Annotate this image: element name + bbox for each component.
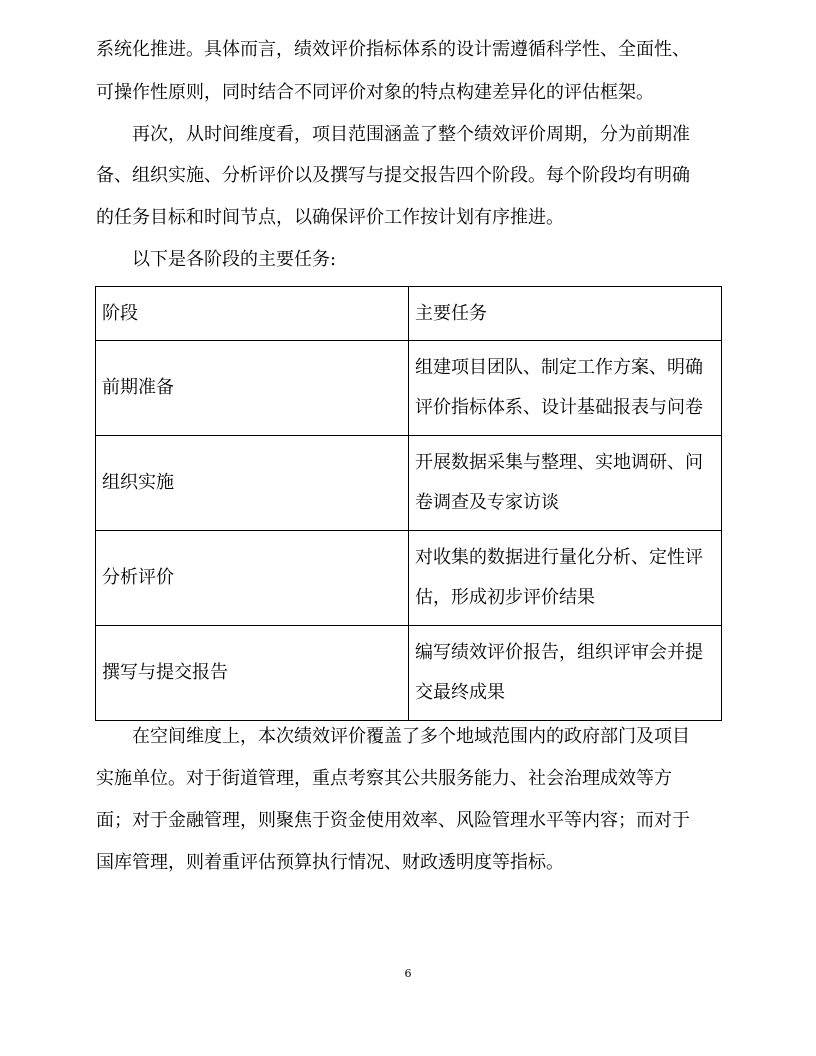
paragraph-line: 在空间维度上，本次绩效评价覆盖了多个地域范围内的政府部门及项目 xyxy=(96,726,690,747)
paragraph-line: 国库管理，则着重评估预算执行情况、财政透明度等指标。 xyxy=(96,852,564,873)
task-line: 组建项目团队、制定工作方案、明确 xyxy=(415,357,703,378)
table-header-row xyxy=(96,287,722,341)
header-stage: 阶段 xyxy=(96,287,409,341)
stage-cell: 前期准备 xyxy=(96,341,409,436)
task-cell xyxy=(409,626,722,721)
table-intro: 以下是各阶段的主要任务: xyxy=(96,249,337,270)
paragraph-line: 备、组织实施、分析评价以及撰写与提交报告四个阶段。每个阶段均有明确 xyxy=(96,165,690,186)
paragraph-line: 再次，从时间维度看，项目范围涵盖了整个绩效评价周期，分为前期准 xyxy=(96,124,690,145)
paragraph-line: 的任务目标和时间节点，以确保评价工作按计划有序推进。 xyxy=(96,207,564,228)
task-cell xyxy=(409,436,722,531)
task-cell xyxy=(409,531,722,626)
task-line: 编写绩效评价报告，组织评审会并提 xyxy=(415,642,703,663)
paragraph-line: 实施单位。对于街道管理，重点考察其公共服务能力、社会治理成效等方 xyxy=(96,768,672,789)
table-row xyxy=(96,436,722,531)
task-line: 卷调查及专家访谈 xyxy=(415,492,559,513)
paragraph-line: 面；对于金融管理，则聚焦于资金使用效率、风险管理水平等内容；而对于 xyxy=(96,810,690,831)
table-row xyxy=(96,626,722,721)
header-task: 主要任务 xyxy=(409,287,722,341)
task-line: 对收集的数据进行量化分析、定性评 xyxy=(415,547,703,568)
stage-cell: 撰写与提交报告 xyxy=(96,626,409,721)
task-line: 估，形成初步评价结果 xyxy=(415,587,595,608)
stage-cell: 组织实施 xyxy=(96,436,409,531)
task-line: 评价指标体系、设计基础报表与问卷 xyxy=(415,397,703,418)
stage-cell: 分析评价 xyxy=(96,531,409,626)
table-row xyxy=(96,531,722,626)
table-row xyxy=(96,341,722,436)
paragraph-line: 可操作性原则，同时结合不同评价对象的特点构建差异化的评估框架。 xyxy=(96,82,654,103)
task-line: 交最终成果 xyxy=(415,682,505,703)
stage-task-table xyxy=(95,286,722,721)
task-line: 开展数据采集与整理、实地调研、问 xyxy=(415,452,703,473)
paragraph-line: 系统化推进。具体而言，绩效评价指标体系的设计需遵循科学性、全面性、 xyxy=(96,39,690,60)
task-cell xyxy=(409,341,722,436)
page-number: 6 xyxy=(404,967,412,980)
